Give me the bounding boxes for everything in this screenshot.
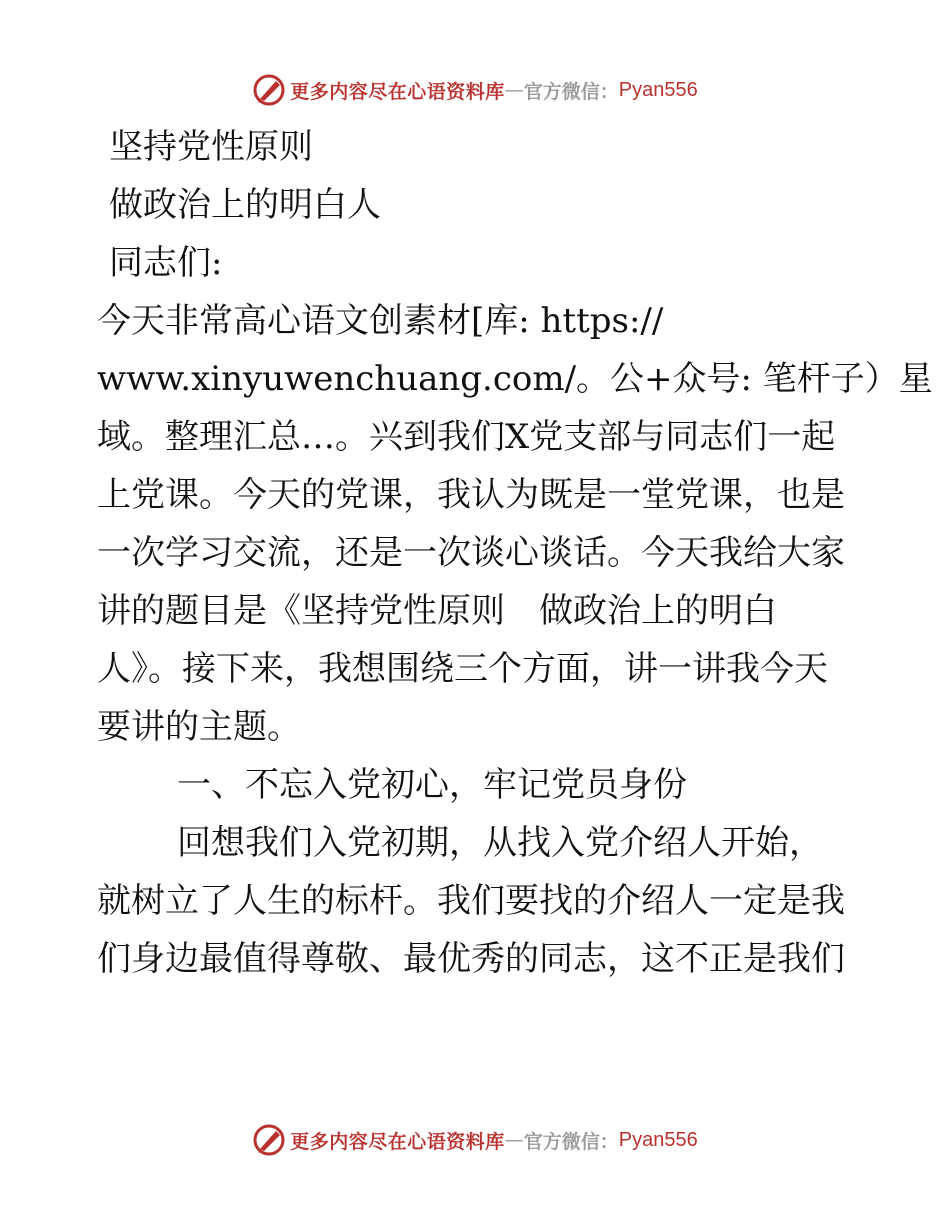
section-1-paragraph — [97, 814, 849, 988]
paragraph-line: 们身边最值得尊敬、最优秀的同志，这不正是我们 — [97, 939, 845, 979]
paragraph-line: 讲的题目是《坚持党性原则 做政治上的明白 — [97, 591, 777, 631]
banner-label: 更多内容尽在心语资料库 — [290, 80, 505, 103]
banner-wechat-label: 官方微信： — [523, 1130, 619, 1153]
banner-separator: — — [504, 79, 524, 101]
pen-logo-icon — [252, 1123, 286, 1157]
paragraph-line: 一次学习交流，还是一次谈心谈话。今天我给大家 — [97, 533, 845, 573]
intro-paragraph — [97, 292, 933, 756]
banner-wechat-id: Pyan556 — [618, 1128, 698, 1151]
banner-wechat-id: Pyan556 — [618, 78, 698, 101]
paragraph-line: 回想我们入党初期，从找入党介绍人开始， — [177, 823, 823, 863]
footer-watermark-banner — [0, 1120, 950, 1160]
paragraph-line: 今天非常高心语文创素材[库: https:// — [97, 301, 664, 341]
document-body — [97, 118, 933, 988]
banner-separator: — — [504, 1129, 524, 1151]
banner-wechat-label: 官方微信： — [523, 80, 619, 103]
paragraph-line: 就树立了人生的标杆。我们要找的介绍人一定是我 — [97, 881, 845, 921]
section-heading-1: 一、不忘入党初心，牢记党员身份 — [177, 765, 687, 805]
header-watermark-banner — [0, 70, 950, 110]
document-title-line-1: 坚持党性原则 — [109, 127, 313, 167]
greeting: 同志们: — [109, 243, 223, 283]
paragraph-line: 人》。接下来，我想围绕三个方面，讲一讲我今天 — [97, 649, 828, 689]
paragraph-line: 域。整理汇总…。兴到我们X党支部与同志们一起 — [97, 417, 836, 457]
pen-logo-icon — [252, 73, 286, 107]
paragraph-line: www.xinyuwenchuang.com/。公+众号: 笔杆子）星 — [97, 359, 933, 399]
paragraph-line: 要讲的主题。 — [97, 707, 301, 747]
paragraph-line: 上党课。今天的党课，我认为既是一堂党课，也是 — [97, 475, 845, 515]
banner-label: 更多内容尽在心语资料库 — [290, 1130, 505, 1153]
document-title-line-2: 做政治上的明白人 — [109, 185, 381, 225]
